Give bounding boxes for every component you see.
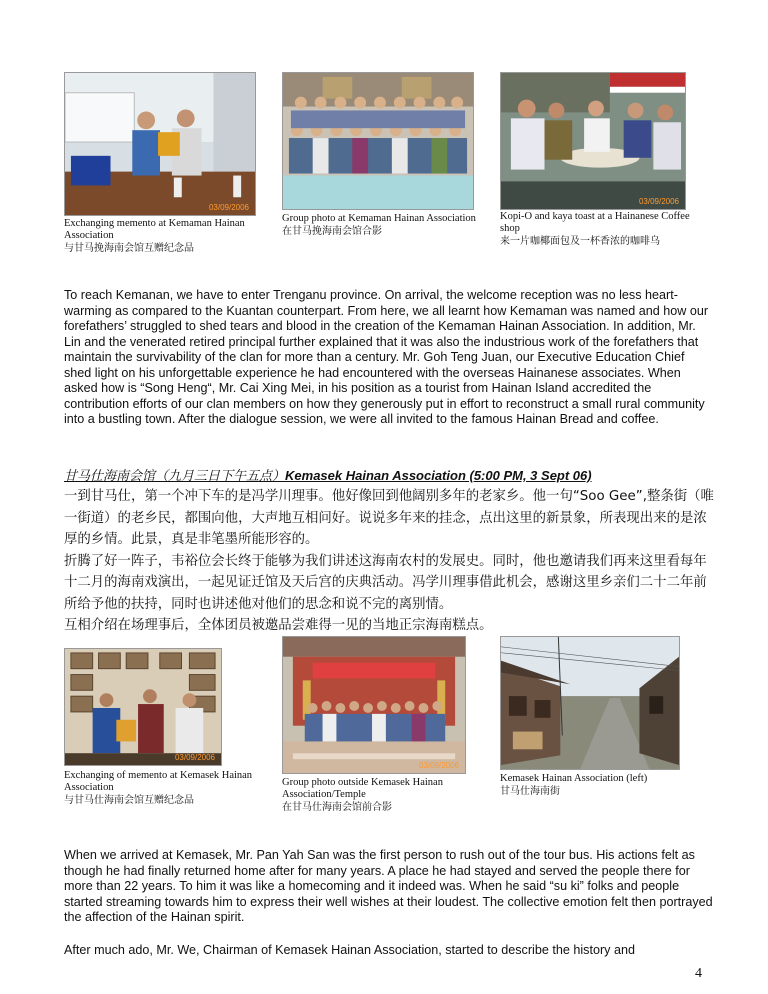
body-paragraph: To reach Kemanan, we have to enter Trenganu province. On arrival, the welcome reception was no less heart-warming as compared to the Kuantan counterpart. From here, we all learnt how Kemaman was named and how our forefathers’ struggled to shed tears and blood in the creation of the Kemaman Hainan Association. In addition, Mr. Lin and the venerated retired principal further explained that it was also the industrious work of the forefathers that maintain the survivability of the clan for more than a century. Mr. Goh Teng Juan, our Executive Education Chief shed light on his unforgettable experience he had encountered with the overseas Hainanese associates. When asked how is “Song Heng“, Mr. Cai Xing Mei, in his position as a tourist from Hainan Island accredited the contribution efforts of our clan members on how they generously put in effort to reconstruct a small rural community into a bustling town. After the dialogue session, we were all invited to the famous Hainan Bread and coffee. [64, 288, 709, 426]
body-paragraph: When we arrived at Kemasek, Mr. Pan Yah San was the first person to rush out of the tour bus. His actions felt as though he had finally returned home after for many years. A place he had stayed and served the people there for more than 22 years. To him it was like a homecoming and it indeed was. When he said “su ki” folks and people started streaming towards him to express their well wishes at their loudest. The collective emotion felt then portrayed the affection of the Hainan spirit. [64, 848, 713, 924]
photo-group-kemaman [282, 72, 474, 210]
section-heading [64, 465, 714, 484]
caption-english: Exchanging memento at Kemaman Hainan Association [64, 218, 245, 241]
page-number: 4 [695, 966, 702, 981]
date-stamp: 03/09/2006 [208, 203, 249, 212]
caption-chinese: 甘马仕海南街 [500, 786, 560, 797]
caption-english: Exchanging of memento at Kemasek Hainan Association [64, 770, 253, 793]
date-stamp: 03/09/2006 [638, 197, 679, 206]
photo-caption [64, 218, 264, 255]
heading-chinese: 甘马仕海南会馆（九月三日下午五点） [64, 469, 286, 484]
caption-english: Kemasek Hainan Association (left) [500, 773, 648, 784]
caption-chinese: 与甘马挽海南会馆互赠纪念品 [64, 243, 194, 254]
chinese-paragraph: 一到甘马仕，第一个冲下车的是冯学川理事。他好像回到他阔别多年的老家乡。他一句“Soo Gee”,整条街（唯一街道）的老乡民，都围向他，大声地互相问好。说说多年来的挂念，点出这里的新景象，所表现出来的是浓厚的乡情。此景，真是非笔墨所能形容的。 [64, 489, 714, 547]
photo-group-kemasek [282, 636, 466, 774]
date-stamp: 03/09/2006 [418, 761, 459, 770]
caption-chinese: 在甘马仕海南会馆前合影 [282, 802, 392, 813]
date-stamp: 03/09/2006 [174, 753, 215, 762]
photo-caption [500, 211, 710, 248]
caption-chinese: 来一片咖椰面包及一杯香浓的咖啡乌 [500, 236, 660, 247]
photo-kemasek-street [500, 636, 680, 770]
caption-english: Kopi-O and kaya toast at a Hainanese Coffee shop [500, 211, 690, 234]
photo-memento-kemasek [64, 648, 222, 766]
photo-caption [282, 777, 482, 814]
chinese-paragraph: 折腾了好一阵子，韦裕位会长终于能够为我们讲述这海南农村的发展史。同时，他也邀请我们再来这里看每年十二月的海南戏演出，一起见证迁馆及天后宫的庆典活动。冯学川理事借此机会，感谢这里乡亲们二十二年前所给予他的扶持，同时也讲述他对他们的思念和说不完的离别情。 [64, 553, 707, 612]
chinese-paragraph: 互相介绍在场理事后，全体团员被邀品尝难得一见的当地正宗海南糕点。 [64, 618, 493, 633]
caption-english: Group photo outside Kemasek Hainan Association/Temple [282, 777, 443, 800]
photo-coffee-shop [500, 72, 686, 210]
caption-chinese: 与甘马仕海南会馆互赠纪念品 [64, 795, 194, 806]
caption-chinese: 在甘马挽海南会馆合影 [282, 226, 382, 237]
photo-caption [282, 213, 482, 238]
photo-caption [500, 773, 710, 798]
photo-caption [64, 770, 274, 807]
caption-english: Group photo at Kemaman Hainan Association [282, 213, 476, 224]
heading-english: Kemasek Hainan Association (5:00 PM, 3 Sept 06) [285, 468, 592, 483]
chinese-text-block [64, 486, 714, 637]
body-paragraph: After much ado, Mr. We, Chairman of Kemasek Hainan Association, started to describe the history and [64, 943, 635, 957]
photo-memento-kemaman [64, 72, 256, 216]
